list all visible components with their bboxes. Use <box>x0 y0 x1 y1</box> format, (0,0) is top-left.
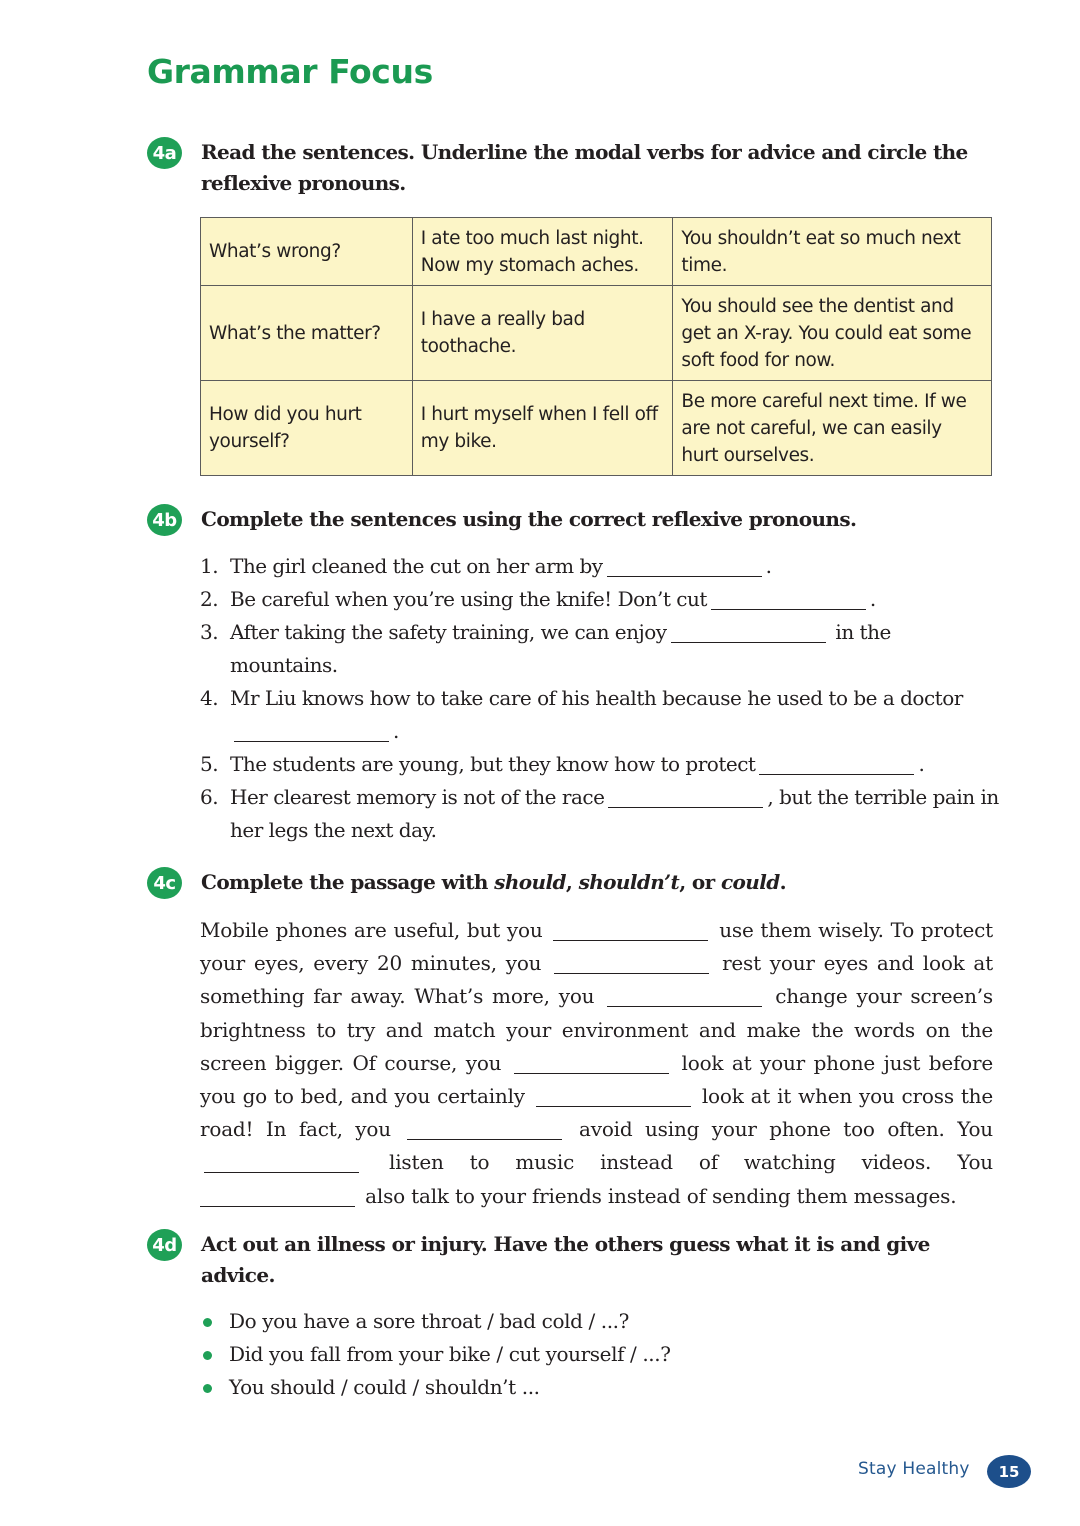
section-badge-4a: 4a <box>147 137 182 169</box>
passage-text: change your screen’s brightness to try and match your environment and make the words on the screen bigger. Of course, you <box>200 984 993 1075</box>
page-title: Grammar Focus <box>147 52 433 91</box>
unit-title: Stay Healthy <box>858 1459 970 1479</box>
passage-text: look at your phone just before you go to bed, and you certainly <box>200 1050 993 1109</box>
item-text-end: . <box>393 719 399 743</box>
passage-text: rest your eyes and look at something far away. What’s more, you <box>200 951 993 1009</box>
list-item <box>200 682 1000 748</box>
passage-text: also talk to your friends instead of sending them messages. <box>365 1183 957 1208</box>
bullet-list <box>200 1305 671 1404</box>
list-item <box>200 748 1000 781</box>
list-item <box>200 583 1000 616</box>
answer-blank[interactable] <box>204 1150 359 1173</box>
passage-text: avoid using your phone too often. You <box>579 1117 993 1142</box>
item-number: 5. <box>200 752 219 776</box>
answer-blank[interactable] <box>759 752 914 775</box>
table-cell: I ate too much last night. Now my stomach aches. <box>412 218 673 286</box>
item-number: 4. <box>200 686 219 710</box>
list-item <box>200 616 1000 682</box>
instruction-4a: Read the sentences. Underline the modal verbs for advice and circle the reflexive pronouns. <box>201 140 968 195</box>
item-number: 2. <box>200 587 219 611</box>
answer-blank[interactable] <box>554 951 709 974</box>
item-number: 6. <box>200 785 219 809</box>
bullet-icon <box>203 1318 212 1327</box>
bullet-text: You should / could / shouldn’t ... <box>229 1375 540 1399</box>
passage-text: use them wisely. To protect your eyes, every 20 minutes, you <box>200 918 993 976</box>
table-cell: What’s the matter? <box>201 286 413 381</box>
table-row <box>201 381 992 476</box>
answer-blank[interactable] <box>671 620 826 643</box>
list-item <box>200 1371 671 1404</box>
item-text-end: , but the terrible pain in her legs the next day. <box>230 785 999 842</box>
item-number: 3. <box>200 620 219 644</box>
bullet-text: Do you have a sore throat / bad cold / ...? <box>229 1309 629 1333</box>
bullet-icon <box>203 1351 212 1360</box>
answer-blank[interactable] <box>711 587 866 610</box>
item-text-end: . <box>869 587 876 611</box>
answer-blank[interactable] <box>234 719 389 742</box>
item-text: Mr Liu knows how to take care of his health because he used to be a doctor <box>230 686 963 710</box>
list-item <box>200 781 1000 847</box>
answer-blank[interactable] <box>407 1117 562 1140</box>
list-item <box>200 1338 671 1371</box>
answer-blank[interactable] <box>608 785 763 808</box>
passage-text: look at it when you cross the road! In fact, you <box>200 1084 993 1142</box>
table-cell: Be more careful next time. If we are not careful, we can easily hurt ourselves. <box>673 381 992 476</box>
bullet-text: Did you fall from your bike / cut yourself / ...? <box>229 1342 671 1366</box>
table-cell: I hurt myself when I fell off my bike. <box>412 381 673 476</box>
table-cell: How did you hurt yourself? <box>201 381 413 476</box>
instruction-4b: Complete the sentences using the correct reflexive pronouns. <box>201 507 857 531</box>
list-item <box>200 1305 671 1338</box>
table-cell: I have a really bad toothache. <box>412 286 673 381</box>
item-text: After taking the safety training, we can enjoy <box>230 620 667 644</box>
period: . <box>779 870 786 894</box>
item-text: The girl cleaned the cut on her arm by <box>230 554 603 578</box>
answer-blank[interactable] <box>200 1184 355 1207</box>
instruction-4c <box>201 867 991 898</box>
answer-blank[interactable] <box>514 1051 669 1074</box>
word-should: should <box>494 870 566 894</box>
instruction-text: Complete the passage with <box>201 870 495 894</box>
item-text-end: in the mountains. <box>230 620 891 677</box>
table-cell: What’s wrong? <box>201 218 413 286</box>
table-cell: You shouldn’t eat so much next time. <box>673 218 992 286</box>
answer-blank[interactable] <box>536 1084 691 1107</box>
section-badge-4d: 4d <box>147 1229 182 1261</box>
word-shouldnt: shouldn’t <box>578 870 680 894</box>
page-number: 15 <box>987 1455 1031 1488</box>
item-text: The students are young, but they know how to protect <box>230 752 756 776</box>
item-number: 1. <box>200 554 219 578</box>
answer-blank[interactable] <box>607 984 762 1007</box>
passage-text: Mobile phones are useful, but you <box>200 918 543 942</box>
list-item <box>200 550 1000 583</box>
answer-blank[interactable] <box>607 554 762 577</box>
answer-blank[interactable] <box>553 918 708 941</box>
table-row <box>201 218 992 286</box>
bullet-icon <box>203 1384 212 1393</box>
instruction-4d: Act out an illness or injury. Have the others guess what it is and give advice. <box>201 1232 930 1287</box>
separator: , <box>565 870 579 894</box>
table-cell: You should see the dentist and get an X-ray. You could eat some soft food for now. <box>673 286 992 381</box>
sentence-list <box>200 550 1000 847</box>
table-row <box>201 286 992 381</box>
item-text: Her clearest memory is not of the race <box>230 785 605 809</box>
section-badge-4c: 4c <box>147 867 182 899</box>
passage-text: listen to music instead of watching videos. You <box>389 1150 993 1175</box>
item-text-end: . <box>765 554 772 578</box>
passage <box>200 914 993 1213</box>
section-badge-4b: 4b <box>147 504 182 536</box>
word-could: could <box>720 870 780 894</box>
item-text: Be careful when you’re using the knife! Don’t cut <box>230 587 707 611</box>
example-table <box>200 217 992 476</box>
item-text-end: . <box>918 752 925 776</box>
separator: , or <box>679 870 721 894</box>
